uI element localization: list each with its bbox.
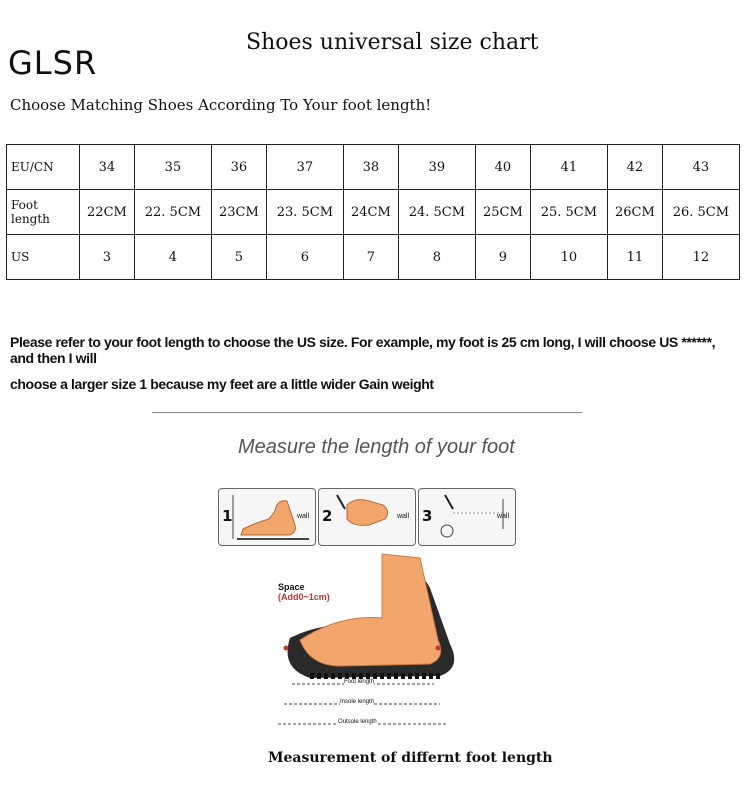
wall-label: wall (396, 513, 409, 520)
table-cell: 8 (398, 235, 475, 280)
insole-length-label: Insole length (340, 699, 375, 705)
divider (152, 412, 582, 413)
table-cell: 12 (662, 235, 739, 280)
table-row (7, 145, 740, 190)
wall-label: wall (496, 513, 509, 520)
table-cell: 35 (134, 145, 211, 190)
step-panel-2 (318, 488, 416, 546)
step-panel-3 (418, 488, 516, 546)
measure-steps (218, 488, 518, 548)
table-cell: 23CM (211, 190, 266, 235)
row-header: US (7, 235, 80, 280)
table-cell: 40 (475, 145, 530, 190)
note-line-2: choose a larger size 1 because my feet are a little wider Gain weight (10, 376, 434, 392)
step-number: 1 (222, 507, 233, 525)
note-line-1: Please refer to your foot length to choose the US size. For example, my foot is 25 cm long, I will choose US ******, and then I will (10, 334, 716, 366)
table-cell: 25. 5CM (530, 190, 607, 235)
row-header: Foot length (7, 190, 80, 235)
table-cell: 42 (607, 145, 662, 190)
outsole-length-label: Outsole length (338, 719, 377, 725)
table-cell: 6 (266, 235, 343, 280)
table-cell: 11 (607, 235, 662, 280)
step-number: 3 (422, 507, 433, 525)
table-cell: 34 (80, 145, 135, 190)
table-cell: 10 (530, 235, 607, 280)
table-cell: 25CM (475, 190, 530, 235)
space-title: Space (278, 582, 305, 592)
step-number: 2 (322, 507, 333, 525)
table-cell: 38 (343, 145, 398, 190)
table-row (7, 235, 740, 280)
diagram-caption: Measurement of differnt foot length (268, 750, 553, 766)
table-cell: 24CM (343, 190, 398, 235)
table-cell: 9 (475, 235, 530, 280)
table-cell: 26. 5CM (662, 190, 739, 235)
table-cell: 22CM (80, 190, 135, 235)
wall-label: wall (296, 513, 309, 520)
row-header: EU/CN (7, 145, 80, 190)
table-cell: 39 (398, 145, 475, 190)
measure-heading: Measure the length of your foot (238, 436, 515, 458)
table-cell: 26CM (607, 190, 662, 235)
table-cell: 43 (662, 145, 739, 190)
table-cell: 5 (211, 235, 266, 280)
size-table (6, 144, 740, 280)
step-panel-1 (218, 488, 316, 546)
foot-length-label: Foot length (344, 679, 375, 685)
table-cell: 23. 5CM (266, 190, 343, 235)
table-cell: 7 (343, 235, 398, 280)
table-cell: 4 (134, 235, 211, 280)
brand-logo: GLSR (8, 44, 98, 82)
table-cell: 37 (266, 145, 343, 190)
table-cell: 22. 5CM (134, 190, 211, 235)
table-cell: 36 (211, 145, 266, 190)
table-cell: 41 (530, 145, 607, 190)
table-cell: 24. 5CM (398, 190, 475, 235)
table-cell: 3 (80, 235, 135, 280)
subtitle: Choose Matching Shoes According To Your foot length! (10, 96, 432, 114)
page-title: Shoes universal size chart (246, 30, 539, 55)
table-row (7, 190, 740, 235)
space-value: (Add0~1cm) (278, 592, 330, 602)
